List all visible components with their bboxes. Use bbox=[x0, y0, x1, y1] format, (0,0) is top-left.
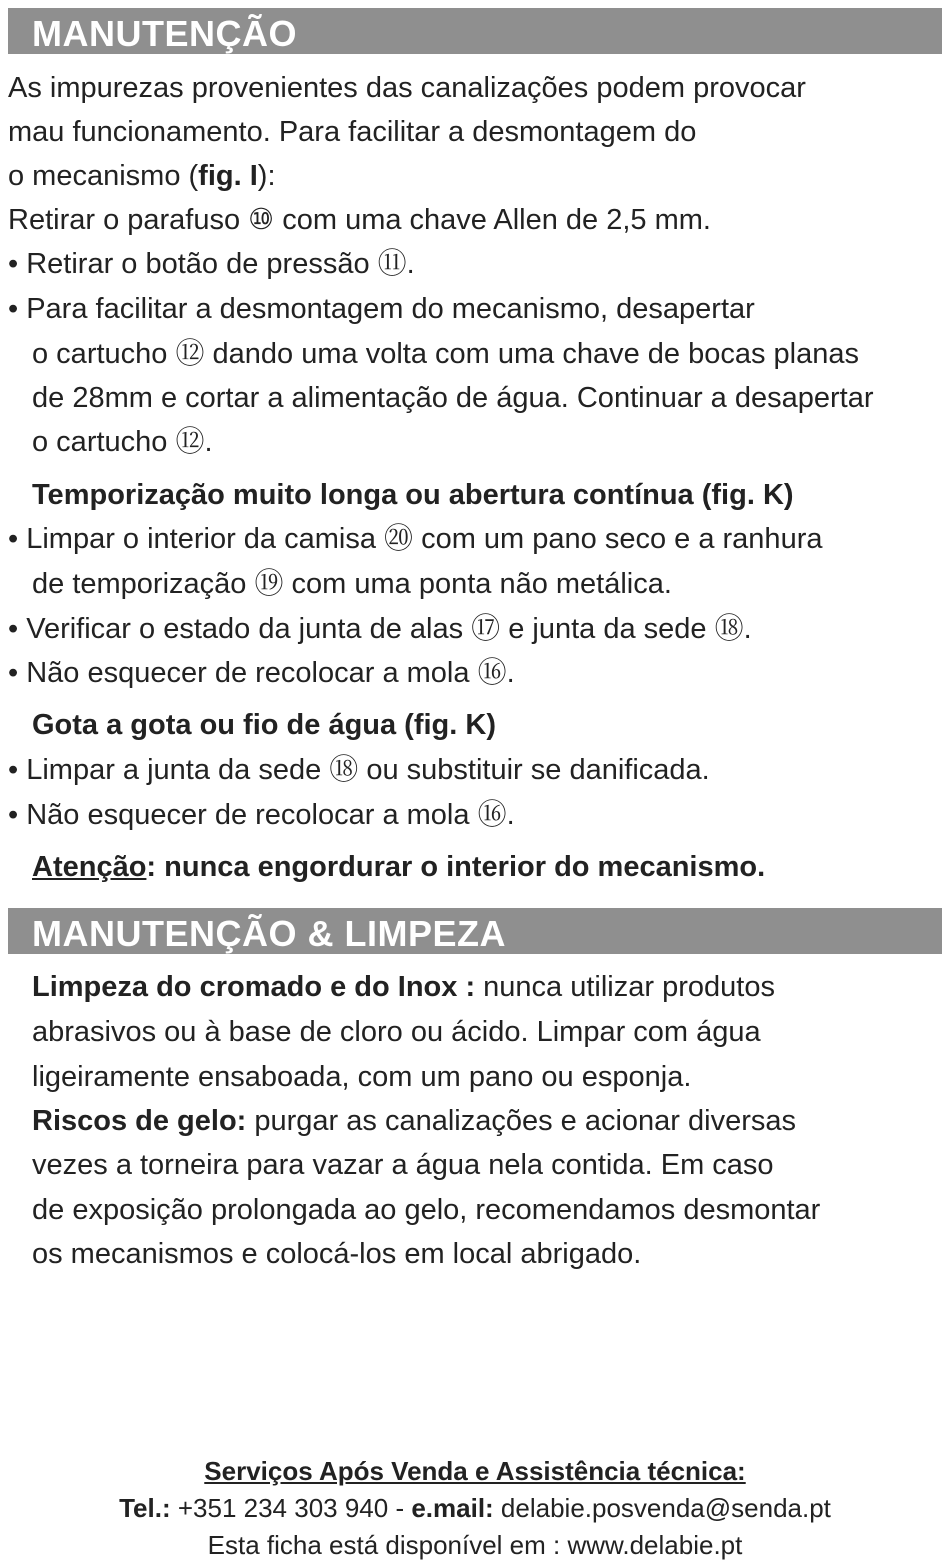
section-header-limpeza: MANUTENÇÃO & LIMPEZA bbox=[8, 908, 942, 954]
gelo-line-2: vezes a torneira para vazar a água nela contida. Em caso bbox=[32, 1149, 774, 1181]
warning-label: Atenção bbox=[32, 851, 147, 883]
limpeza-label: Limpeza do cromado e do Inox : bbox=[32, 971, 476, 1003]
gelo-line-3: de exposição prolongada ao gelo, recomendamos desmontar bbox=[32, 1194, 821, 1226]
step-line-1: Retirar o parafuso ⑩ com uma chave Allen de 2,5 mm. bbox=[8, 204, 711, 236]
subheading-gota: Gota a gota ou fio de água (fig. K) bbox=[32, 709, 496, 741]
temporizacao-line-3: • Verificar o estado da junta de alas ⑰ e junta da sede ⑱. bbox=[8, 613, 752, 645]
fig-reference: fig. I bbox=[198, 160, 258, 192]
gelo-line-1: Riscos de gelo: purgar as canalizações e acionar diversas bbox=[32, 1105, 797, 1137]
step-line-3: • Para facilitar a desmontagem do mecanismo, desapertar bbox=[8, 293, 755, 325]
footer-title: Serviços Após Venda e Assistência técnica: bbox=[204, 1456, 746, 1486]
subheading-temporizacao: Temporização muito longa ou abertura contínua (fig. K) bbox=[32, 479, 794, 511]
warning-line: Atenção: nunca engordurar o interior do mecanismo. bbox=[32, 851, 766, 883]
limpeza-line-1: Limpeza do cromado e do Inox : nunca utilizar produtos bbox=[32, 971, 775, 1003]
temporizacao-line-1: • Limpar o interior da camisa ⑳ com um pano seco e a ranhura bbox=[8, 523, 823, 555]
step-line-6: o cartucho ⑫. bbox=[32, 426, 213, 458]
footer-availability: Esta ficha está disponível em : www.delabie.pt bbox=[207, 1530, 743, 1560]
footer-email: delabie.posvenda@senda.pt bbox=[493, 1493, 831, 1523]
temporizacao-line-4: • Não esquecer de recolocar a mola ⑯. bbox=[8, 657, 515, 689]
footer-contact: Tel.: +351 234 303 940 - e.mail: delabie.posvenda@senda.pt bbox=[119, 1493, 831, 1523]
intro-line-2: mau funcionamento. Para facilitar a desmontagem do bbox=[8, 116, 697, 148]
limpeza-line-2: abrasivos ou à base de cloro ou ácido. Limpar com água bbox=[32, 1016, 761, 1048]
limpeza-line-3: ligeiramente ensaboada, com um pano ou esponja. bbox=[32, 1061, 692, 1093]
step-line-2: • Retirar o botão de pressão ⑪. bbox=[8, 248, 415, 280]
gota-line-2: • Não esquecer de recolocar a mola ⑯. bbox=[8, 799, 515, 831]
gota-line-1: • Limpar a junta da sede ⑱ ou substituir se danificada. bbox=[8, 754, 710, 786]
intro-line-3: o mecanismo (fig. I): bbox=[8, 160, 276, 192]
gelo-label: Riscos de gelo: bbox=[32, 1105, 247, 1137]
footer-phone: +351 234 303 940 - bbox=[170, 1493, 412, 1523]
step-line-5: de 28mm e cortar a alimentação de água. Continuar a desapertar bbox=[32, 382, 874, 414]
step-line-4: o cartucho ⑫ dando uma volta com uma chave de bocas planas bbox=[32, 338, 859, 370]
section-header-manutencao: MANUTENÇÃO bbox=[8, 8, 942, 54]
temporizacao-line-2: de temporização ⑲ com uma ponta não metálica. bbox=[32, 568, 672, 600]
gelo-line-4: os mecanismos e colocá-los em local abrigado. bbox=[32, 1238, 642, 1270]
intro-line-1: As impurezas provenientes das canalizações podem provocar bbox=[8, 72, 806, 104]
